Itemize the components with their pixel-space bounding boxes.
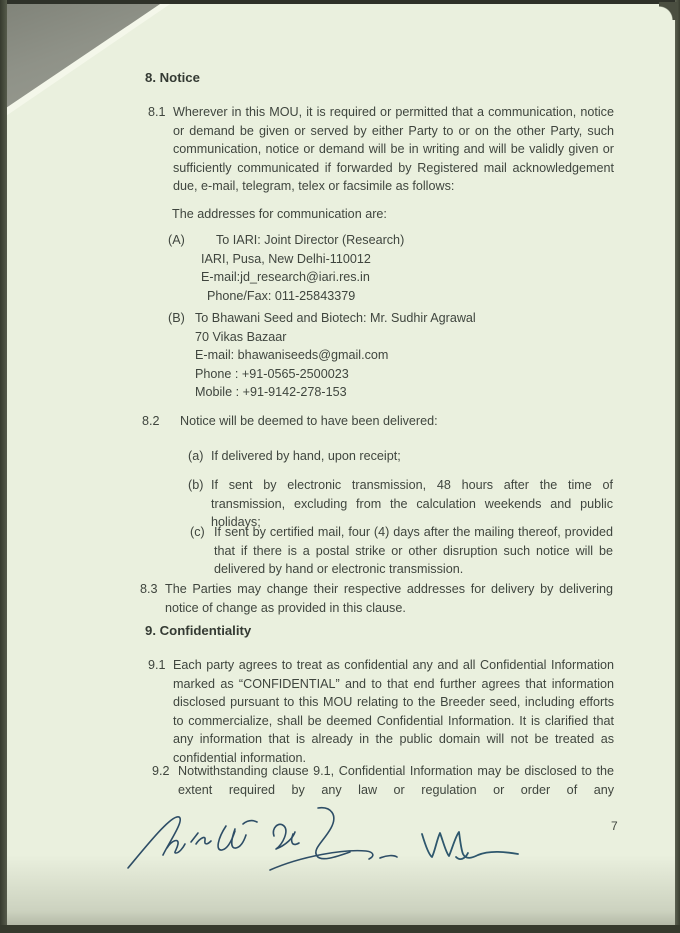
scan-corner-top-right bbox=[659, 2, 677, 20]
address-line: Mobile : +91-9142-278-153 bbox=[195, 385, 347, 399]
clause-text: Each party agrees to treat as confidential any and all Confidential Information marked as “CONFIDENTIAL” and to that end further agrees that information disclosed pursuant to this MOU relating to the Breeder seed, including efforts to commercialize, shall be deemed Confidential Information. It is clarified that any information that is already in the public domain will not be treated as confidential information. bbox=[173, 658, 614, 765]
item-text: If sent by certified mail, four (4) days after the mailing thereof, provided that if there is a postal strike or other disruption such notice will be delivered by hand or electronic transmission. bbox=[214, 525, 613, 576]
address-line: To IARI: Joint Director (Research) bbox=[216, 233, 405, 247]
clause-9-2 bbox=[152, 762, 614, 799]
clause-8-3 bbox=[140, 580, 613, 617]
address-block-a bbox=[168, 231, 588, 305]
item-text: If sent by electronic transmission, 48 hours after the time of transmission, excluding from the calculation weekends and public holidays; bbox=[211, 478, 613, 529]
scan-edge-bottom bbox=[0, 925, 680, 933]
page-number: 7 bbox=[611, 819, 618, 833]
address-label: (B) bbox=[168, 311, 185, 325]
clause-text: Notwithstanding clause 9.1, Confidential Information may be disclosed to the extent required by any law or regulation or order of any bbox=[178, 764, 614, 797]
clause-text: Notice will be deemed to have been delivered: bbox=[180, 414, 438, 428]
scan-edge-right bbox=[675, 0, 680, 933]
clause-text: The Parties may change their respective addresses for delivery by delivering notice of change as provided in this clause. bbox=[165, 582, 613, 615]
clause-number: 8.1 bbox=[148, 105, 166, 119]
item-label: (b) bbox=[188, 478, 204, 492]
address-line: E-mail: bhawaniseeds@gmail.com bbox=[195, 348, 389, 362]
item-text: If delivered by hand, upon receipt; bbox=[211, 449, 401, 463]
clause-8-2 bbox=[142, 412, 614, 431]
address-line: 70 Vikas Bazaar bbox=[195, 329, 287, 344]
scan-edge-left bbox=[0, 0, 7, 933]
page-bottom-shadow bbox=[0, 855, 680, 925]
delivery-item-c bbox=[190, 523, 613, 579]
addresses-intro: The addresses for communication are: bbox=[172, 207, 387, 221]
item-label: (a) bbox=[188, 449, 204, 463]
clause-number: 8.2 bbox=[142, 414, 160, 428]
clause-9-1 bbox=[148, 656, 614, 767]
section-9-heading: 9. Confidentiality bbox=[145, 623, 252, 638]
item-label: (c) bbox=[190, 525, 205, 539]
address-line: E-mail:jd_research@iari.res.in bbox=[201, 270, 370, 284]
address-line: IARI, Pusa, New Delhi-110012 bbox=[201, 251, 371, 266]
delivery-item-a bbox=[188, 447, 608, 466]
scan-edge-top bbox=[0, 0, 680, 4]
section-8-heading: 8. Notice bbox=[145, 70, 200, 85]
address-label: (A) bbox=[168, 233, 185, 247]
clause-number: 9.1 bbox=[148, 658, 166, 672]
clause-8-1 bbox=[148, 103, 614, 196]
address-line: Phone/Fax: 011-25843379 bbox=[207, 288, 356, 303]
clause-text: Wherever in this MOU, it is required or permitted that a communication, notice or demand be given or served by either Party to or on the other Party, such communication, notice or demand will be in writing and will be validly given or sufficiently communicated if forwarded by Registered mail acknowledgement due, e-mail, telegram, telex or facsimile as follows: bbox=[173, 105, 614, 193]
address-block-b bbox=[168, 309, 598, 402]
address-line: To Bhawani Seed and Biotech: Mr. Sudhir Agrawal bbox=[195, 311, 476, 325]
clause-number: 8.3 bbox=[140, 582, 158, 596]
address-line: Phone : +91-0565-2500023 bbox=[195, 366, 349, 381]
clause-number: 9.2 bbox=[152, 764, 170, 778]
